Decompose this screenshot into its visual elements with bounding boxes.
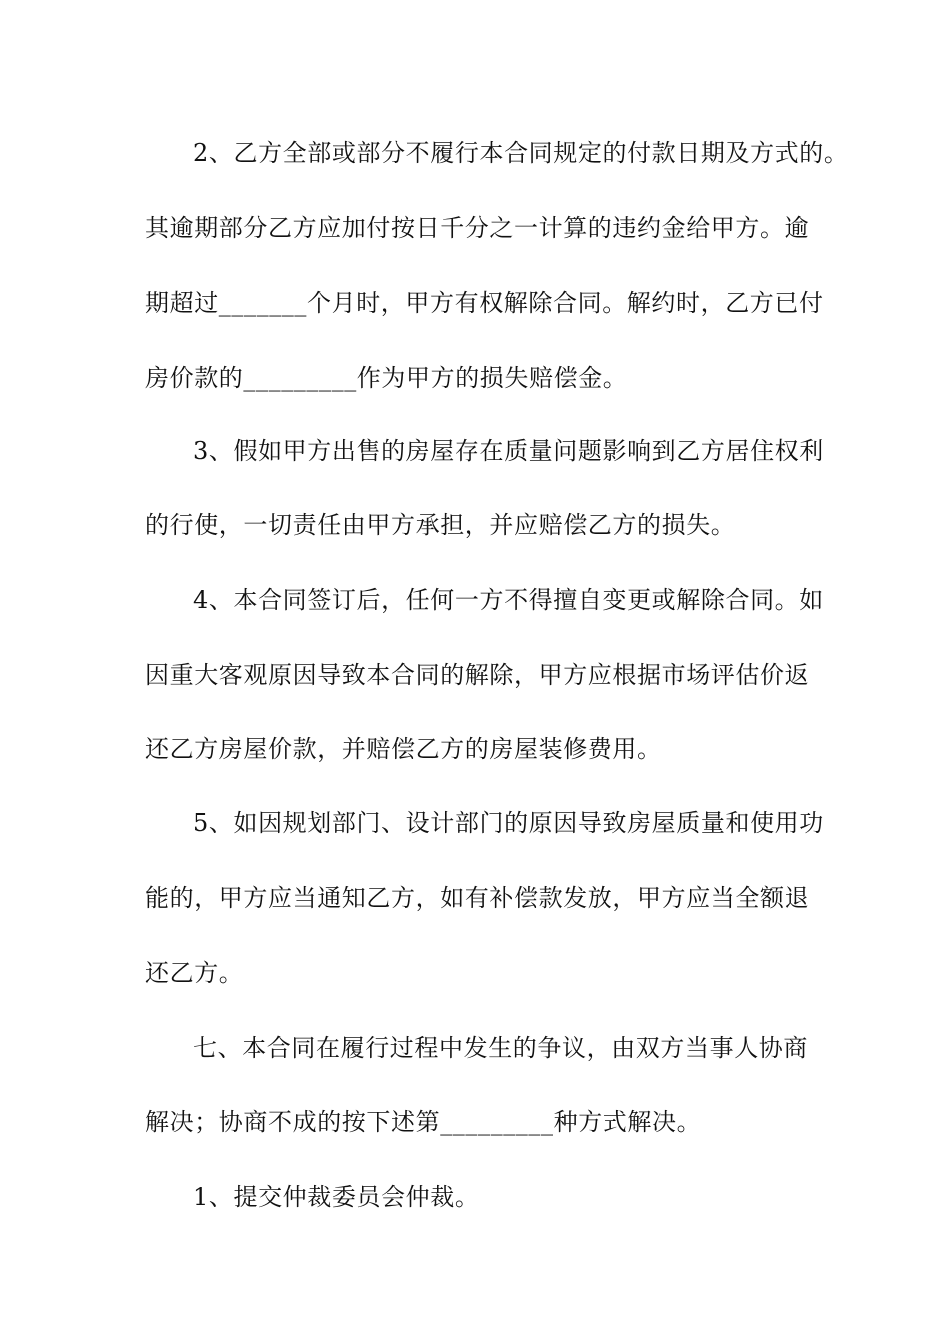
clause-2-line-3: 期超过_______个月时，甲方有权解除合同。解约时，乙方已付	[145, 289, 824, 317]
section-7-line-1: 七、本合同在履行过程中发生的争议，由双方当事人协商	[193, 1034, 808, 1062]
clause-5-line-3: 还乙方。	[145, 959, 244, 987]
clause-2-line-2: 其逾期部分乙方应加付按日千分之一计算的违约金给甲方。逾	[145, 214, 810, 242]
clause-3-line-1: 3、假如甲方出售的房屋存在质量问题影响到乙方居住权利	[193, 437, 824, 465]
clause-2-line-1: 2、乙方全部或部分不履行本合同规定的付款日期及方式的。	[193, 139, 849, 167]
section-7-line-2: 解决；协商不成的按下述第_________种方式解决。	[145, 1108, 702, 1136]
clause-5-line-1: 5、如因规划部门、设计部门的原因导致房屋质量和使用功	[193, 809, 824, 837]
clause-3-line-2: 的行使，一切责任由甲方承担，并应赔偿乙方的损失。	[145, 511, 736, 539]
clause-5-line-2: 能的，甲方应当通知乙方，如有补偿款发放，甲方应当全额退	[145, 884, 810, 912]
clause-2-line-4: 房价款的_________作为甲方的损失赔偿金。	[145, 364, 628, 392]
clause-4-line-1: 4、本合同签订后，任何一方不得擅自变更或解除合同。如	[193, 586, 824, 614]
clause-4-line-2: 因重大客观原因导致本合同的解除，甲方应根据市场评估价返	[145, 661, 810, 689]
option-1-line: 1、提交仲裁委员会仲裁。	[193, 1183, 480, 1211]
clause-4-line-3: 还乙方房屋价款，并赔偿乙方的房屋装修费用。	[145, 735, 662, 763]
